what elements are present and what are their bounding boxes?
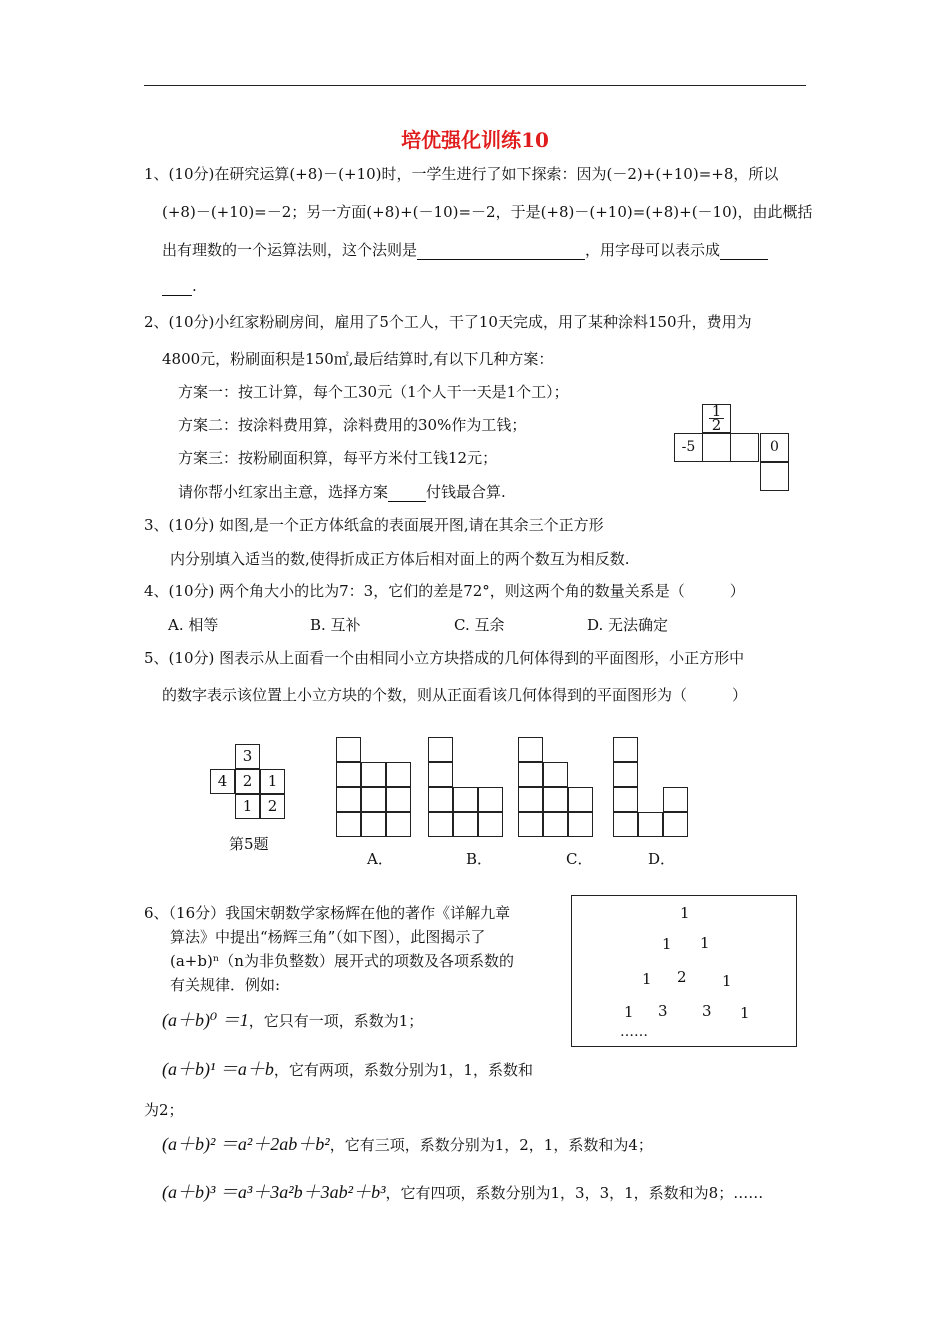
q1-line3-end: ，用字母可以表示成 [585, 241, 721, 259]
front-view-cube [518, 787, 543, 812]
q2-plan2: 方案二：按涂料费用算，涂料费用的30%作为工钱； [178, 416, 527, 434]
q2-line1: 2、(10分)小红家粉刷房间，雇用了5个工人，干了10天完成，用了某种涂料150升，费用为 [144, 313, 752, 331]
q2-plan3: 方案三：按粉刷面积算，每平方米付工钱12元； [178, 449, 498, 467]
net-fraction-numerator: 1 [709, 405, 724, 419]
q6-eq0: (a＋b)⁰ ＝1 [162, 1010, 249, 1030]
q5-line2: 的数字表示该位置上小立方块的个数，则从正面看该几何体得到的平面图形为（ ） [162, 686, 748, 704]
q6-eq1-row [162, 1055, 533, 1081]
q3-line2: 内分别填入适当的数,使得折成正方体后相对面上的两个数互为相反数. [170, 550, 630, 568]
front-view-cube [453, 812, 478, 837]
q5-option-label-b[interactable]: B． [466, 850, 493, 868]
q1-formula-blank[interactable] [720, 241, 768, 260]
front-view-cube [478, 787, 503, 812]
net-fraction-denominator: 2 [711, 416, 722, 434]
top-view-cell: 2 [260, 794, 285, 819]
front-view-cube [478, 812, 503, 837]
front-view-cube [428, 787, 453, 812]
q6-eq0-text: ，它只有一项，系数为1； [248, 1012, 424, 1030]
top-view-cell: 3 [235, 744, 260, 769]
q1-line2: (+8)－(+10)=－2；另一方面(+8)+(－10)=－2，于是(+8)－(+10)=(+8)+(－10)，由此概括 [162, 203, 813, 221]
triangle-number: 1 [662, 935, 672, 953]
triangle-number: 1 [740, 1004, 750, 1022]
front-view-cube [428, 812, 453, 837]
q6-line1: 6、（16分）我国宋朝数学家杨辉在他的著作《详解九章 [144, 904, 511, 922]
front-view-cube [386, 762, 411, 787]
q5-option-label-a[interactable]: A． [367, 850, 393, 868]
q2-ask-end: 付钱最合算. [426, 483, 506, 501]
q6-line3: (a+b)ⁿ（n为非负整数）展开式的项数及各项系数的 [170, 952, 514, 970]
front-view-cube [568, 812, 593, 837]
q2-plan1: 方案一：按工计算，每个工30元（1个人干一天是1个工）； [178, 383, 569, 401]
top-view-cell: 2 [235, 769, 260, 794]
front-view-cube [386, 787, 411, 812]
q2-ask [178, 481, 506, 502]
q4-option-a[interactable]: A. 相等 [168, 616, 219, 634]
q6-eq2-text: ，它有三项，系数分别为1，2，1，系数和为4； [329, 1136, 653, 1154]
front-view-cube [543, 812, 568, 837]
top-view-cell: 1 [260, 769, 285, 794]
front-view-cube [543, 762, 568, 787]
top-view-cell: 4 [210, 769, 235, 794]
q6-eq2-row [162, 1130, 653, 1156]
front-view-cube [518, 812, 543, 837]
q6-eq3-text: ，它有四项，系数分别为1，3，3，1，系数和为8；…… [385, 1184, 764, 1202]
front-view-cube [613, 762, 638, 787]
q5-option-label-c[interactable]: C． [566, 850, 593, 868]
front-view-cube [336, 812, 361, 837]
net-face-bottom[interactable] [760, 462, 789, 491]
triangle-number: 1 [700, 934, 710, 952]
front-view-cube [336, 737, 361, 762]
q4-line1: 4、(10分) 两个角大小的比为7：3，它们的差是72°，则这两个角的数量关系是（ ） [144, 582, 745, 600]
triangle-number: 1 [680, 904, 690, 922]
q4-option-d[interactable]: D. 无法确定 [587, 616, 669, 634]
front-view-cube [361, 762, 386, 787]
q6-eq3-row [162, 1178, 763, 1204]
front-view-cube [453, 787, 478, 812]
q6-eq1-text: ，它有两项，系数分别为1，1，系数和 [273, 1061, 533, 1079]
q3-line1: 3、(10分) 如图,是一个正方体纸盒的表面展开图,请在其余三个正方形 [144, 516, 604, 534]
front-view-cube [336, 762, 361, 787]
front-view-cube [428, 762, 453, 787]
front-view-cube [543, 787, 568, 812]
front-view-cube [613, 737, 638, 762]
net-face-left: -5 [674, 433, 703, 462]
front-view-cube [613, 787, 638, 812]
yang-hui-triangle [571, 895, 797, 1047]
q2-plan-blank[interactable] [388, 483, 426, 502]
front-view-cube [361, 812, 386, 837]
page-title: 培优强化训练10 [401, 128, 549, 152]
triangle-number: 3 [702, 1002, 712, 1020]
q5-figure-caption: 第5题 [229, 835, 269, 853]
q1-period: . [192, 277, 197, 295]
q1-answer-blank[interactable] [417, 241, 585, 260]
net-face-middle[interactable] [730, 433, 759, 462]
q6-eq0-row [162, 1006, 423, 1032]
triangle-number: 1 [722, 972, 732, 990]
q5-option-label-d[interactable]: D． [648, 850, 676, 868]
q1-formula-blank-cont[interactable] [162, 277, 192, 296]
q6-eq1-continuation: 为2； [144, 1101, 184, 1119]
q6-eq2: (a＋b)² ＝a²＋2ab＋b² [162, 1134, 330, 1154]
triangle-number: 1 [624, 1003, 634, 1021]
front-view-cube [663, 787, 688, 812]
front-view-cube [386, 812, 411, 837]
q1-line3 [162, 239, 768, 260]
q6-line4: 有关规律．例如: [170, 976, 281, 994]
header-rule [144, 85, 806, 86]
front-view-cube [518, 762, 543, 787]
triangle-number: 2 [677, 968, 687, 986]
front-view-cube [518, 737, 543, 762]
triangle-number: 3 [658, 1002, 668, 1020]
q1-line1: 1、(10分)在研究运算(+8)－(+10)时，一学生进行了如下探索：因为(－2)+(+10)=+8，所以 [144, 165, 779, 183]
q2-ask-start: 请你帮小红家出主意，选择方案 [178, 483, 389, 501]
triangle-ellipsis: …… [620, 1024, 648, 1040]
front-view-cube [336, 787, 361, 812]
net-face-top [702, 404, 731, 433]
net-face-center[interactable] [702, 433, 731, 462]
front-view-cube [613, 812, 638, 837]
q6-eq3: (a＋b)³ ＝a³＋3a²b＋3ab²＋b³ [162, 1182, 386, 1202]
front-view-cube [663, 812, 688, 837]
q1-line4 [162, 277, 197, 296]
q4-option-c[interactable]: C. 互余 [454, 616, 505, 634]
q4-option-b[interactable]: B. 互补 [310, 616, 361, 634]
front-view-cube [568, 787, 593, 812]
net-face-right: 0 [760, 433, 789, 462]
q6-eq1: (a＋b)¹ ＝a＋b [162, 1059, 274, 1079]
front-view-cube [361, 787, 386, 812]
q2-line2: 4800元，粉刷面积是150㎡,最后结算时,有以下几种方案： [162, 350, 554, 368]
front-view-cube [638, 812, 663, 837]
top-view-cell: 1 [235, 794, 260, 819]
front-view-cube [428, 737, 453, 762]
triangle-number: 1 [642, 970, 652, 988]
q1-line3-start: 出有理数的一个运算法则，这个法则是 [162, 241, 418, 259]
q5-line1: 5、(10分) 图表示从上面看一个由相同小立方块搭成的几何体得到的平面图形，小正方形中 [144, 649, 745, 667]
q6-line2: 算法》中提出“杨辉三角”（如下图），此图揭示了 [170, 928, 486, 946]
